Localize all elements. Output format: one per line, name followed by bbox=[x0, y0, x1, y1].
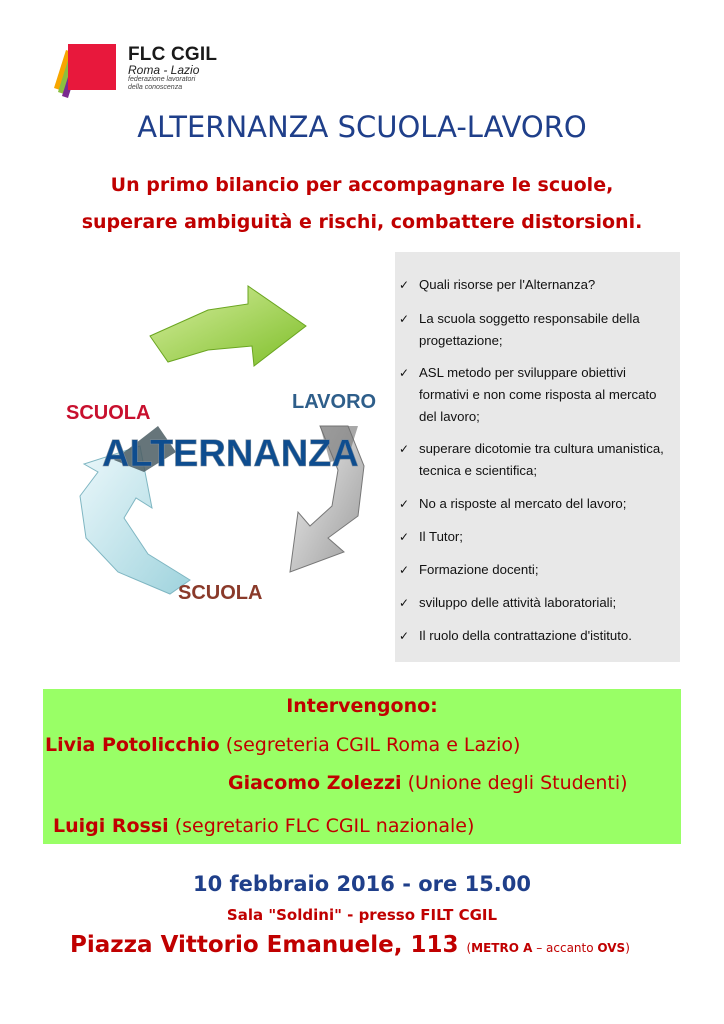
check-icon: ✓ bbox=[399, 596, 410, 610]
subtitle-line-1: Un primo bilancio per accompagnare le scuole, bbox=[110, 174, 614, 196]
check-icon: ✓ bbox=[399, 278, 410, 292]
subtitle-line-2: superare ambiguità e rischi, combattere distorsioni. bbox=[81, 211, 643, 233]
event-date: 10 febbraio 2016 - ore 15.00 bbox=[193, 872, 531, 896]
graphic-word-scuola-top: SCUOLA bbox=[66, 402, 151, 424]
check-icon: ✓ bbox=[399, 497, 410, 511]
event-address bbox=[70, 932, 630, 958]
topics-panel: ✓ Quali risorse per l'Alternanza? ✓ La scuola soggetto responsabile della progettazione; ✓ ASL metodo per sviluppare obiettivi formativi e non come risposta al mercato del lavoro; ✓ superare dicotomie tra cultura umanistica, tecnica e scientifica; ✓ No a risposte al mercato del lavoro; ✓ Il Tutor; ✓ Formazione docenti; ✓ sviluppo delle attività laboratoriali; ✓ Il ruolo della contrattazione d'istituto. bbox=[395, 252, 680, 662]
alternanza-cycle-graphic bbox=[58, 276, 394, 616]
graphic-word-scuola-bottom: SCUOLA bbox=[178, 582, 263, 604]
check-icon: ✓ bbox=[399, 563, 410, 577]
speaker-role: (Unione degli Studenti) bbox=[407, 772, 628, 794]
check-icon: ✓ bbox=[399, 530, 410, 544]
page-title: ALTERNANZA SCUOLA-LAVORO bbox=[137, 110, 587, 144]
check-icon: ✓ bbox=[399, 366, 410, 380]
speaker-name: Giacomo Zolezzi bbox=[228, 772, 402, 794]
speakers-heading: Intervengono: bbox=[286, 695, 438, 717]
logo-tagline: federazione lavoratori della conoscenza bbox=[128, 76, 196, 91]
green-arrow-shape bbox=[150, 286, 306, 366]
graphic-word-alternanza: ALTERNANZA bbox=[102, 433, 359, 475]
speaker-2 bbox=[228, 772, 628, 794]
check-icon: ✓ bbox=[399, 629, 410, 643]
speaker-1 bbox=[45, 734, 520, 756]
graphic-word-lavoro: LAVORO bbox=[292, 391, 377, 413]
check-icon: ✓ bbox=[399, 442, 410, 456]
address-text: Piazza Vittorio Emanuele, 113 bbox=[70, 932, 459, 958]
logo-name: FLC CGIL bbox=[128, 44, 218, 65]
speakers-box bbox=[43, 689, 681, 844]
speaker-name: Luigi Rossi bbox=[53, 815, 169, 837]
speaker-name: Livia Potolicchio bbox=[45, 734, 220, 756]
speaker-3 bbox=[53, 815, 474, 837]
logo-region: Roma - Lazio bbox=[128, 63, 200, 77]
address-note: (METRO A – accanto OVS) bbox=[466, 941, 630, 955]
check-icon: ✓ bbox=[399, 312, 410, 326]
speaker-role: (segretario FLC CGIL nazionale) bbox=[174, 815, 475, 837]
speaker-role: (segreteria CGIL Roma e Lazio) bbox=[225, 734, 521, 756]
event-venue: Sala "Soldini" - presso FILT CGIL bbox=[226, 906, 498, 924]
